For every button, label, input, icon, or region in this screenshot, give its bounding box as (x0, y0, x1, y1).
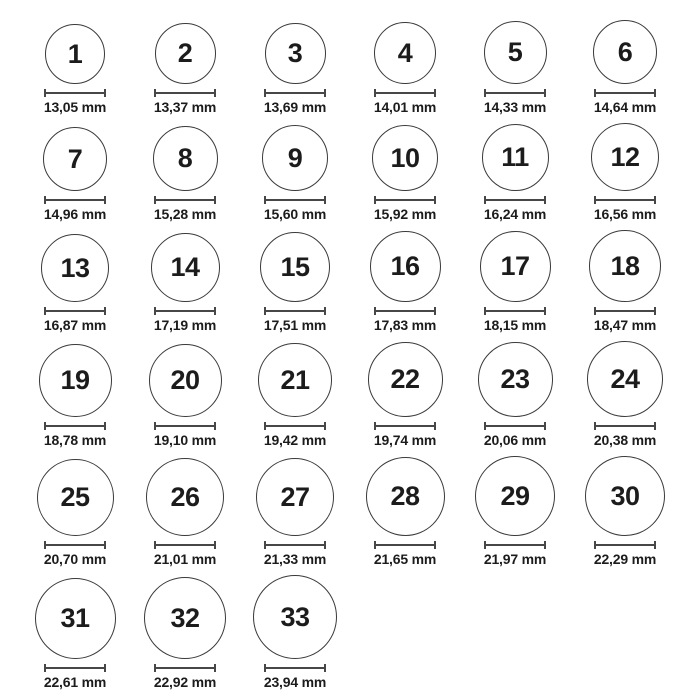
diameter-label: 16,87 mm (43, 317, 107, 333)
ring-circle (475, 456, 555, 536)
ring-circle (478, 342, 553, 417)
diameter-measure-line (484, 196, 546, 204)
ring-size-number: 26 (170, 481, 200, 512)
diameter-label: 13,05 mm (43, 99, 107, 115)
ring-size-number: 16 (390, 251, 420, 281)
diameter-measure-line (264, 307, 326, 315)
ring-cell (130, 23, 240, 115)
ring-cell (570, 456, 680, 567)
ring-cell (460, 342, 570, 448)
ring-circle (39, 344, 112, 417)
ring-size-number: 33 (280, 601, 310, 632)
ring-size-number: 4 (397, 37, 413, 68)
ring-circle (37, 459, 114, 536)
ring-circle (368, 342, 443, 417)
ring-size-number: 7 (67, 143, 83, 174)
ring-cell (460, 21, 570, 115)
diameter-label: 14,64 mm (593, 99, 657, 115)
ring-circle (155, 23, 216, 84)
ring-row (20, 123, 680, 222)
diameter-label: 19,74 mm (373, 432, 437, 448)
diameter-label: 14,96 mm (43, 206, 107, 222)
ring-size-number: 12 (610, 141, 640, 172)
ring-circle (253, 575, 337, 659)
ring-cell (350, 457, 460, 567)
ring-circle (370, 231, 441, 302)
ring-cell (20, 578, 130, 690)
ring-size-number: 22 (390, 364, 420, 394)
diameter-measure-line (154, 196, 216, 204)
ring-cell (130, 344, 240, 448)
ring-cell (240, 575, 350, 690)
diameter-label: 22,61 mm (43, 674, 107, 690)
diameter-label: 17,19 mm (153, 317, 217, 333)
diameter-label: 18,78 mm (43, 432, 107, 448)
diameter-label: 14,33 mm (483, 99, 547, 115)
diameter-label: 23,94 mm (263, 674, 327, 690)
diameter-measure-line (374, 196, 436, 204)
diameter-label: 20,06 mm (483, 432, 547, 448)
ring-circle (482, 124, 549, 191)
diameter-label: 15,60 mm (263, 206, 327, 222)
ring-size-number: 13 (60, 252, 90, 283)
diameter-measure-line (594, 422, 656, 430)
ring-size-number: 27 (280, 481, 310, 512)
diameter-measure-line (264, 196, 326, 204)
diameter-label: 13,69 mm (263, 99, 327, 115)
diameter-label: 13,37 mm (153, 99, 217, 115)
ring-circle (484, 21, 547, 84)
ring-size-number: 28 (390, 481, 420, 511)
ring-cell (240, 23, 350, 115)
ring-circle (45, 24, 105, 84)
ring-cell (460, 124, 570, 222)
ring-cell (240, 343, 350, 448)
diameter-label: 22,29 mm (593, 551, 657, 567)
ring-cell (350, 22, 460, 115)
ring-circle (593, 20, 657, 84)
ring-row (20, 456, 680, 567)
diameter-measure-line (594, 307, 656, 315)
ring-size-number: 31 (60, 603, 90, 633)
ring-circle (153, 126, 218, 191)
ring-cell (350, 231, 460, 333)
ring-size-number: 8 (177, 143, 193, 173)
ring-cell (130, 233, 240, 333)
ring-circle (480, 231, 551, 302)
ring-size-number: 11 (501, 142, 529, 172)
ring-circle (587, 341, 663, 417)
ring-size-number: 20 (170, 365, 200, 395)
ring-cell (20, 127, 130, 222)
diameter-measure-line (154, 422, 216, 430)
ring-size-number: 18 (610, 250, 640, 281)
ring-size-number: 10 (390, 142, 420, 173)
diameter-measure-line (44, 196, 106, 204)
ring-size-number: 1 (67, 38, 83, 69)
ring-row (20, 575, 680, 690)
ring-size-number: 9 (287, 142, 303, 173)
ring-size-number: 17 (500, 251, 530, 281)
ring-circle (43, 127, 107, 191)
ring-size-number: 5 (507, 37, 523, 67)
diameter-measure-line (484, 541, 546, 549)
ring-cell (20, 234, 130, 333)
diameter-measure-line (374, 89, 436, 97)
diameter-label: 18,47 mm (593, 317, 657, 333)
ring-row (20, 20, 680, 115)
ring-row (20, 341, 680, 448)
ring-cell (240, 232, 350, 333)
ring-circle (151, 233, 220, 302)
diameter-measure-line (594, 541, 656, 549)
ring-cell (130, 126, 240, 222)
diameter-label: 21,97 mm (483, 551, 547, 567)
ring-circle (262, 125, 328, 191)
ring-cell (240, 458, 350, 567)
diameter-label: 17,83 mm (373, 317, 437, 333)
ring-cell (240, 125, 350, 222)
ring-cell (570, 123, 680, 222)
diameter-measure-line (484, 307, 546, 315)
ring-size-number: 6 (617, 36, 633, 67)
diameter-measure-line (44, 664, 106, 672)
ring-cell (20, 344, 130, 448)
diameter-label: 22,92 mm (153, 674, 217, 690)
diameter-measure-line (44, 307, 106, 315)
ring-cell (130, 577, 240, 690)
ring-circle (366, 457, 445, 536)
ring-cell (570, 230, 680, 333)
diameter-measure-line (484, 89, 546, 97)
diameter-label: 17,51 mm (263, 317, 327, 333)
ring-circle (258, 343, 332, 417)
diameter-measure-line (264, 664, 326, 672)
ring-circle (146, 458, 224, 536)
diameter-label: 14,01 mm (373, 99, 437, 115)
diameter-measure-line (154, 541, 216, 549)
diameter-label: 16,24 mm (483, 206, 547, 222)
ring-size-number: 25 (60, 482, 90, 512)
ring-cell (20, 459, 130, 567)
diameter-measure-line (264, 422, 326, 430)
diameter-measure-line (44, 422, 106, 430)
diameter-measure-line (484, 422, 546, 430)
ring-circle (591, 123, 659, 191)
ring-size-number: 14 (170, 252, 200, 282)
diameter-label: 18,15 mm (483, 317, 547, 333)
diameter-measure-line (374, 307, 436, 315)
ring-cell (570, 20, 680, 115)
diameter-label: 19,10 mm (153, 432, 217, 448)
diameter-measure-line (264, 89, 326, 97)
ring-circle (589, 230, 661, 302)
diameter-measure-line (44, 541, 106, 549)
ring-circle (374, 22, 436, 84)
ring-circle (585, 456, 665, 536)
ring-size-number: 29 (500, 480, 530, 511)
ring-size-number: 32 (170, 602, 200, 633)
ring-circle (256, 458, 334, 536)
ring-row (20, 230, 680, 333)
ring-circle (41, 234, 109, 302)
diameter-measure-line (374, 541, 436, 549)
diameter-measure-line (594, 196, 656, 204)
diameter-measure-line (264, 541, 326, 549)
diameter-label: 21,01 mm (153, 551, 217, 567)
ring-size-number: 3 (287, 38, 303, 68)
diameter-label: 16,56 mm (593, 206, 657, 222)
ring-size-number: 30 (610, 480, 640, 511)
ring-cell (350, 342, 460, 448)
diameter-label: 15,92 mm (373, 206, 437, 222)
ring-cell (130, 458, 240, 567)
diameter-measure-line (154, 89, 216, 97)
ring-cell (460, 231, 570, 333)
ring-size-number: 15 (280, 251, 310, 282)
ring-cell (350, 125, 460, 222)
ring-size-number: 23 (500, 364, 530, 394)
ring-cell (570, 341, 680, 448)
diameter-label: 19,42 mm (263, 432, 327, 448)
diameter-measure-line (44, 89, 106, 97)
diameter-measure-line (374, 422, 436, 430)
ring-size-number: 21 (280, 364, 310, 395)
diameter-label: 21,65 mm (373, 551, 437, 567)
ring-cell (20, 24, 130, 115)
ring-size-number: 19 (60, 365, 90, 395)
ring-circle (149, 344, 222, 417)
ring-size-number: 24 (610, 363, 640, 394)
ring-circle (35, 578, 116, 659)
diameter-label: 15,28 mm (153, 206, 217, 222)
diameter-measure-line (594, 89, 656, 97)
ring-size-number: 2 (177, 38, 193, 68)
diameter-label: 20,70 mm (43, 551, 107, 567)
ring-circle (372, 125, 438, 191)
diameter-label: 20,38 mm (593, 432, 657, 448)
diameter-measure-line (154, 307, 216, 315)
ring-cell (460, 456, 570, 567)
ring-circle (144, 577, 226, 659)
diameter-label: 21,33 mm (263, 551, 327, 567)
ring-circle (265, 23, 326, 84)
ring-circle (260, 232, 330, 302)
diameter-measure-line (154, 664, 216, 672)
